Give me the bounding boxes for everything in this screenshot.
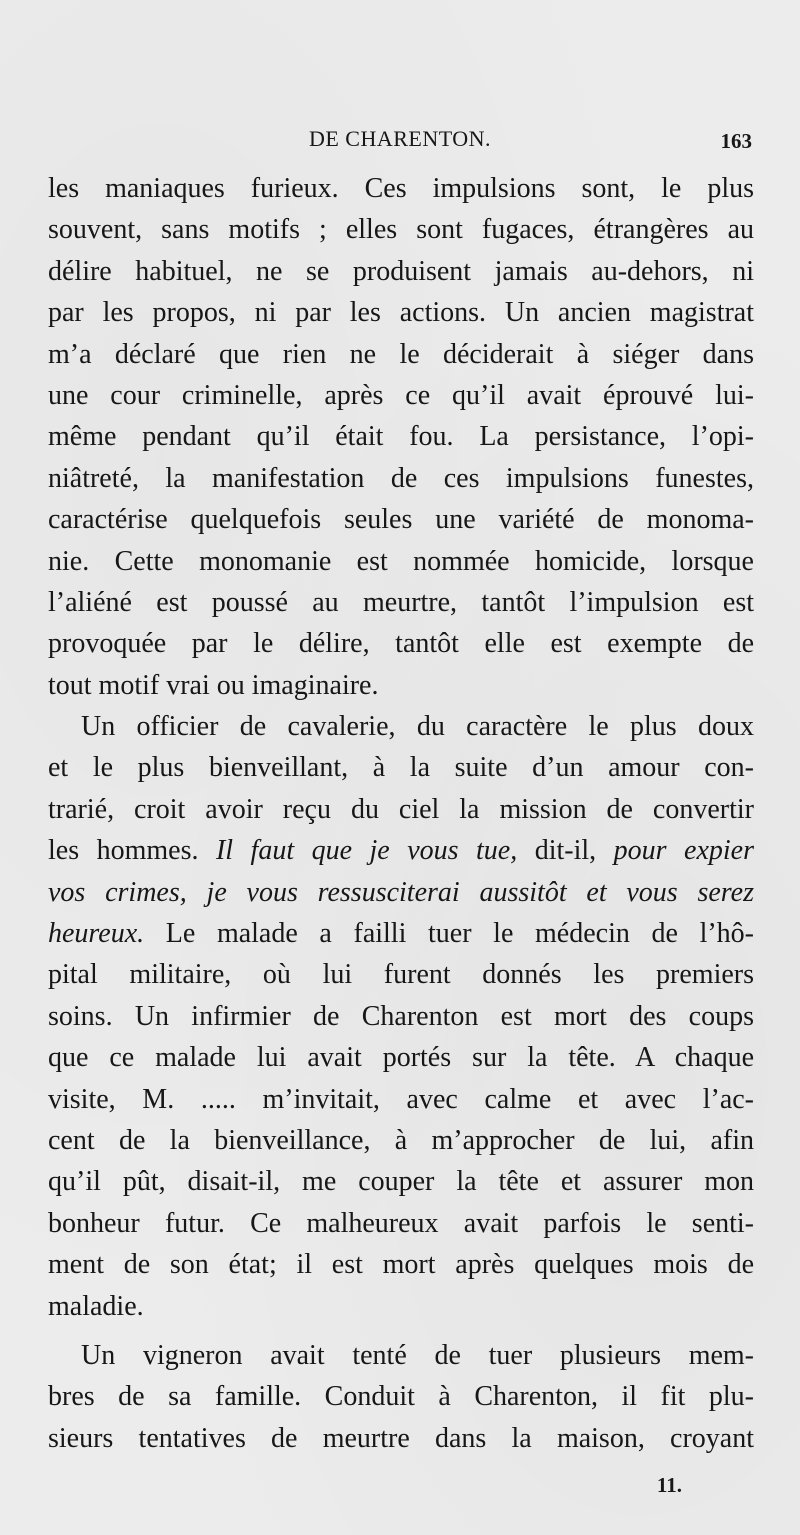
text-line: que ce malade lui avait portés sur la tête. A chaque <box>48 1042 754 1074</box>
text-line-mixed <box>48 913 754 954</box>
text-line-mixed <box>48 830 754 871</box>
text-line: bres de sa famille. Conduit à Charenton, il fit plu- <box>48 1381 754 1413</box>
text-segment: Le malade a failli tuer le médecin de l’hô- <box>144 918 754 950</box>
page-body <box>48 168 754 1459</box>
text-line: visite, M. ..... m’invitait, avec calme et avec l’ac- <box>48 1083 754 1115</box>
text-line: par les propos, ni par les actions. Un ancien magistrat <box>48 297 754 329</box>
paragraph-2 <box>48 706 754 1327</box>
text-line: Un officier de cavalerie, du caractère le plus doux <box>81 711 754 743</box>
text-line: qu’il pût, disait-il, me couper la tête et assurer mon <box>48 1166 754 1198</box>
text-line: m’a déclaré que rien ne le déciderait à siéger dans <box>48 338 754 370</box>
italic-quote: heureux. <box>48 918 145 950</box>
italic-quote: pour expier <box>613 835 754 867</box>
text-segment: dit-il, <box>517 835 614 867</box>
text-line: tout motif vrai ou imaginaire. <box>48 669 379 701</box>
paragraph-3 <box>48 1335 754 1459</box>
text-line: l’aliéné est poussé au meurtre, tantôt l’impulsion est <box>48 586 754 618</box>
text-line: même pendant qu’il était fou. La persistance, l’opi- <box>48 421 754 453</box>
text-line: pital militaire, où lui furent donnés les premiers <box>48 959 754 991</box>
text-line: sieurs tentatives de meurtre dans la maison, croyant <box>48 1422 754 1454</box>
text-line: soins. Un infirmier de Charenton est mort des coups <box>48 1000 754 1032</box>
text-line: caractérise quelquefois seules une variété de monoma- <box>48 504 754 536</box>
text-line: ment de son état; il est mort après quelques mois de <box>48 1249 754 1281</box>
running-title: DE CHARENTON. <box>308 126 492 151</box>
text-line: les maniaques furieux. Ces impulsions sont, le plus <box>48 173 754 204</box>
text-line: nie. Cette monomanie est nommée homicide, lorsque <box>48 545 754 577</box>
text-line: souvent, sans motifs ; elles sont fugaces, étrangères au <box>48 214 754 246</box>
text-line: et le plus bienveillant, à la suite d’un amour con- <box>48 752 754 784</box>
text-segment: les hommes. <box>48 835 216 867</box>
text-line: niâtreté, la manifestation de ces impulsions funestes, <box>48 462 754 494</box>
printer-signature: 11. <box>656 1473 682 1497</box>
page-number: 163 <box>720 129 752 153</box>
text-line: cent de la bienveillance, à m’approcher de lui, afin <box>48 1124 754 1156</box>
text-line: trarié, croit avoir reçu du ciel la mission de convertir <box>48 793 754 825</box>
paragraph-1 <box>48 168 754 706</box>
text-line: une cour criminelle, après ce qu’il avait éprouvé lui- <box>48 379 754 411</box>
text-line: Un vigneron avait tenté de tuer plusieurs mem- <box>81 1339 754 1371</box>
italic-quote: Il faut que je vous tue, <box>215 835 518 867</box>
text-line: maladie. <box>48 1290 144 1322</box>
text-line: bonheur futur. Ce malheureux avait parfois le senti- <box>48 1207 754 1239</box>
text-line: délire habituel, ne se produisent jamais au-dehors, ni <box>48 255 754 287</box>
text-line: provoquée par le délire, tantôt elle est exempte de <box>48 628 754 660</box>
italic-quote-line: vos crimes, je vous ressusciterai aussitôt et vous serez <box>48 876 754 908</box>
